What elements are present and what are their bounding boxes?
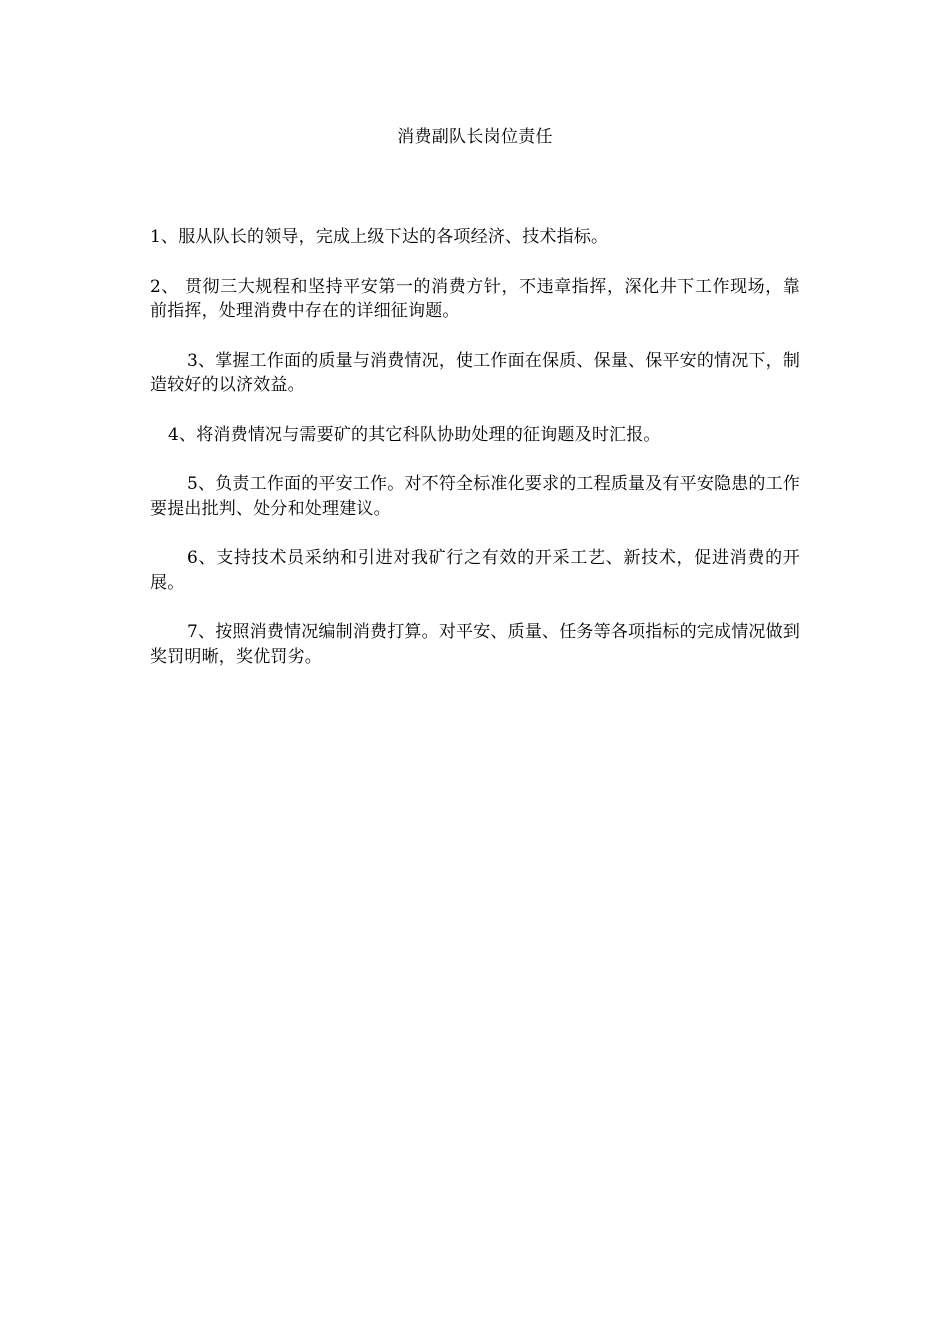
- document-title: 消费副队长岗位责任: [397, 127, 553, 147]
- paragraph-6: 6、支持技术员采纳和引进对我矿行之有效的开采工艺、新技术，促进消费的开展。: [150, 548, 800, 593]
- paragraph-3: 3、掌握工作面的质量与消费情况，使工作面在保质、保量、保平安的情况下，制造较好的以济效益。: [150, 350, 801, 395]
- paragraph-2: 2、 贯彻三大规程和坚持平安第一的消费方针，不违章指挥，深化井下工作现场，靠前指挥，处理消费中存在的详细征询题。: [150, 276, 800, 321]
- document-body: [150, 225, 800, 669]
- paragraph-1: 1、服从队长的领导，完成上级下达的各项经济、技术指标。: [150, 227, 609, 247]
- paragraph-5: 5、负责工作面的平安工作。对不符全标准化要求的工程质量及有平安隐患的工作要提出批判、处分和处理建议。: [150, 474, 801, 519]
- paragraph-7: 7、按照消费情况编制消费打算。对平安、质量、任务等各项指标的完成情况做到奖罚明晰，奖优罚劣。: [150, 622, 801, 667]
- paragraph-4: 4、将消费情况与需要矿的其它科队协助处理的征询题及时汇报。: [168, 424, 661, 445]
